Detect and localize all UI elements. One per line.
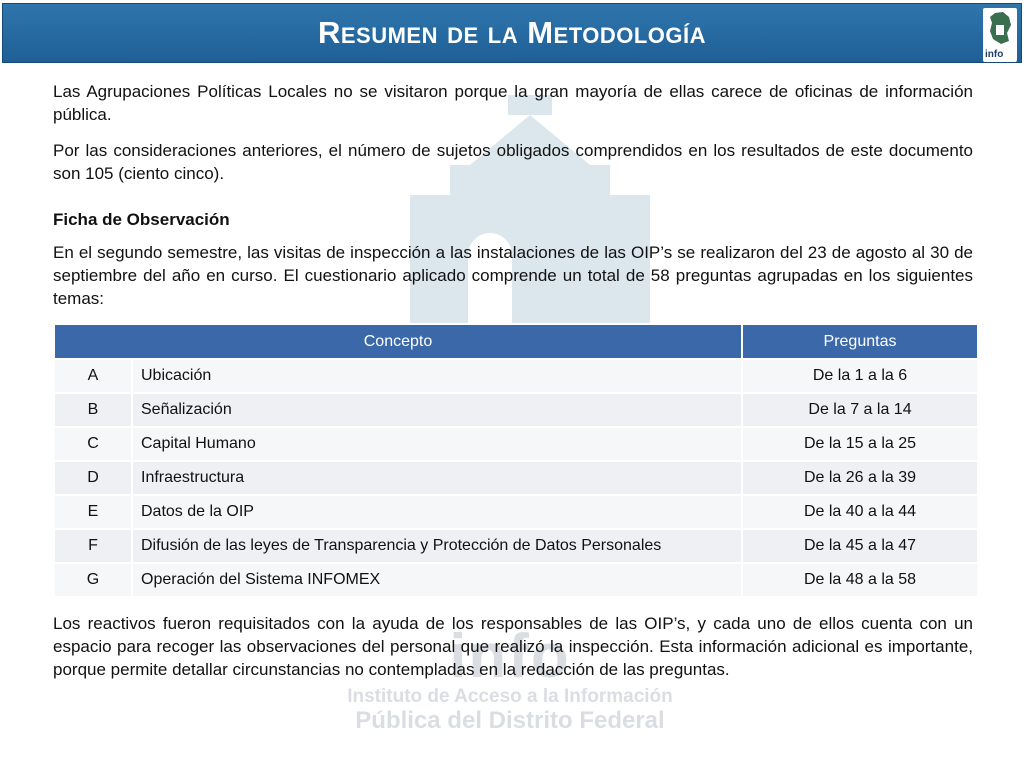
row-letter: G	[54, 563, 132, 597]
row-preguntas: De la 48 a la 58	[742, 563, 978, 597]
row-concept: Infraestructura	[132, 461, 742, 495]
table-row	[54, 529, 978, 563]
title-bar	[2, 3, 1022, 63]
row-letter: C	[54, 427, 132, 461]
row-letter: D	[54, 461, 132, 495]
column-header-preguntas: Preguntas	[742, 324, 978, 359]
row-letter: E	[54, 495, 132, 529]
row-preguntas: De la 1 a la 6	[742, 359, 978, 393]
document-body	[53, 80, 973, 694]
row-concept: Señalización	[132, 393, 742, 427]
page-title: Resumen de la Metodología	[317, 15, 707, 50]
column-header-concepto: Concepto	[54, 324, 742, 359]
table-header-row	[54, 324, 978, 359]
infodf-logo	[983, 8, 1017, 62]
row-preguntas: De la 40 a la 44	[742, 495, 978, 529]
table-row	[54, 427, 978, 461]
row-concept: Ubicación	[132, 359, 742, 393]
map-logo-icon	[987, 11, 1013, 45]
table-row	[54, 461, 978, 495]
watermark-logo-text: info	[449, 622, 571, 691]
logo-label: info	[985, 49, 1004, 60]
row-letter: A	[54, 359, 132, 393]
watermark-line-1: Instituto de Acceso a la Información	[347, 686, 673, 707]
row-preguntas: De la 15 a la 25	[742, 427, 978, 461]
row-preguntas: De la 45 a la 47	[742, 529, 978, 563]
section-heading: Ficha de Observación	[53, 210, 230, 229]
row-concept: Datos de la OIP	[132, 495, 742, 529]
paragraph-reactivos: Los reactivos fueron requisitados con la ayuda de los responsables de las OIP’s, y cada uno de ellos cuenta con un espacio para recoger las observaciones del personal que realizó la inspección. Esta información adicional es importante, porque permite detallar circunstancias no contempladas en la redacción de las preguntas.	[53, 614, 973, 679]
table-row	[54, 495, 978, 529]
paragraph-agrupaciones: Las Agrupaciones Políticas Locales no se visitaron porque la gran mayoría de ellas carece de oficinas de información pública.	[53, 82, 973, 124]
row-preguntas: De la 26 a la 39	[742, 461, 978, 495]
row-concept: Difusión de las leyes de Transparencia y Protección de Datos Personales	[132, 529, 742, 563]
table-row	[54, 563, 978, 597]
row-letter: F	[54, 529, 132, 563]
row-preguntas: De la 7 a la 14	[742, 393, 978, 427]
topics-table	[53, 323, 979, 598]
paragraph-visitas: En el segundo semestre, las visitas de inspección a las instalaciones de las OIP’s se realizaron del 23 de agosto al 30 de septiembre del año en curso. El cuestionario aplicado comprende un total de 58 preguntas agrupadas en los siguientes temas:	[53, 243, 973, 308]
row-concept: Operación del Sistema INFOMEX	[132, 563, 742, 597]
table-row	[54, 359, 978, 393]
paragraph-sujetos-obligados: Por las consideraciones anteriores, el número de sujetos obligados comprendidos en los resultados de este documento son 105 (ciento cinco).	[53, 141, 973, 183]
table-row	[54, 393, 978, 427]
row-letter: B	[54, 393, 132, 427]
watermark-line-2: Pública del Distrito Federal	[355, 707, 665, 734]
row-concept: Capital Humano	[132, 427, 742, 461]
